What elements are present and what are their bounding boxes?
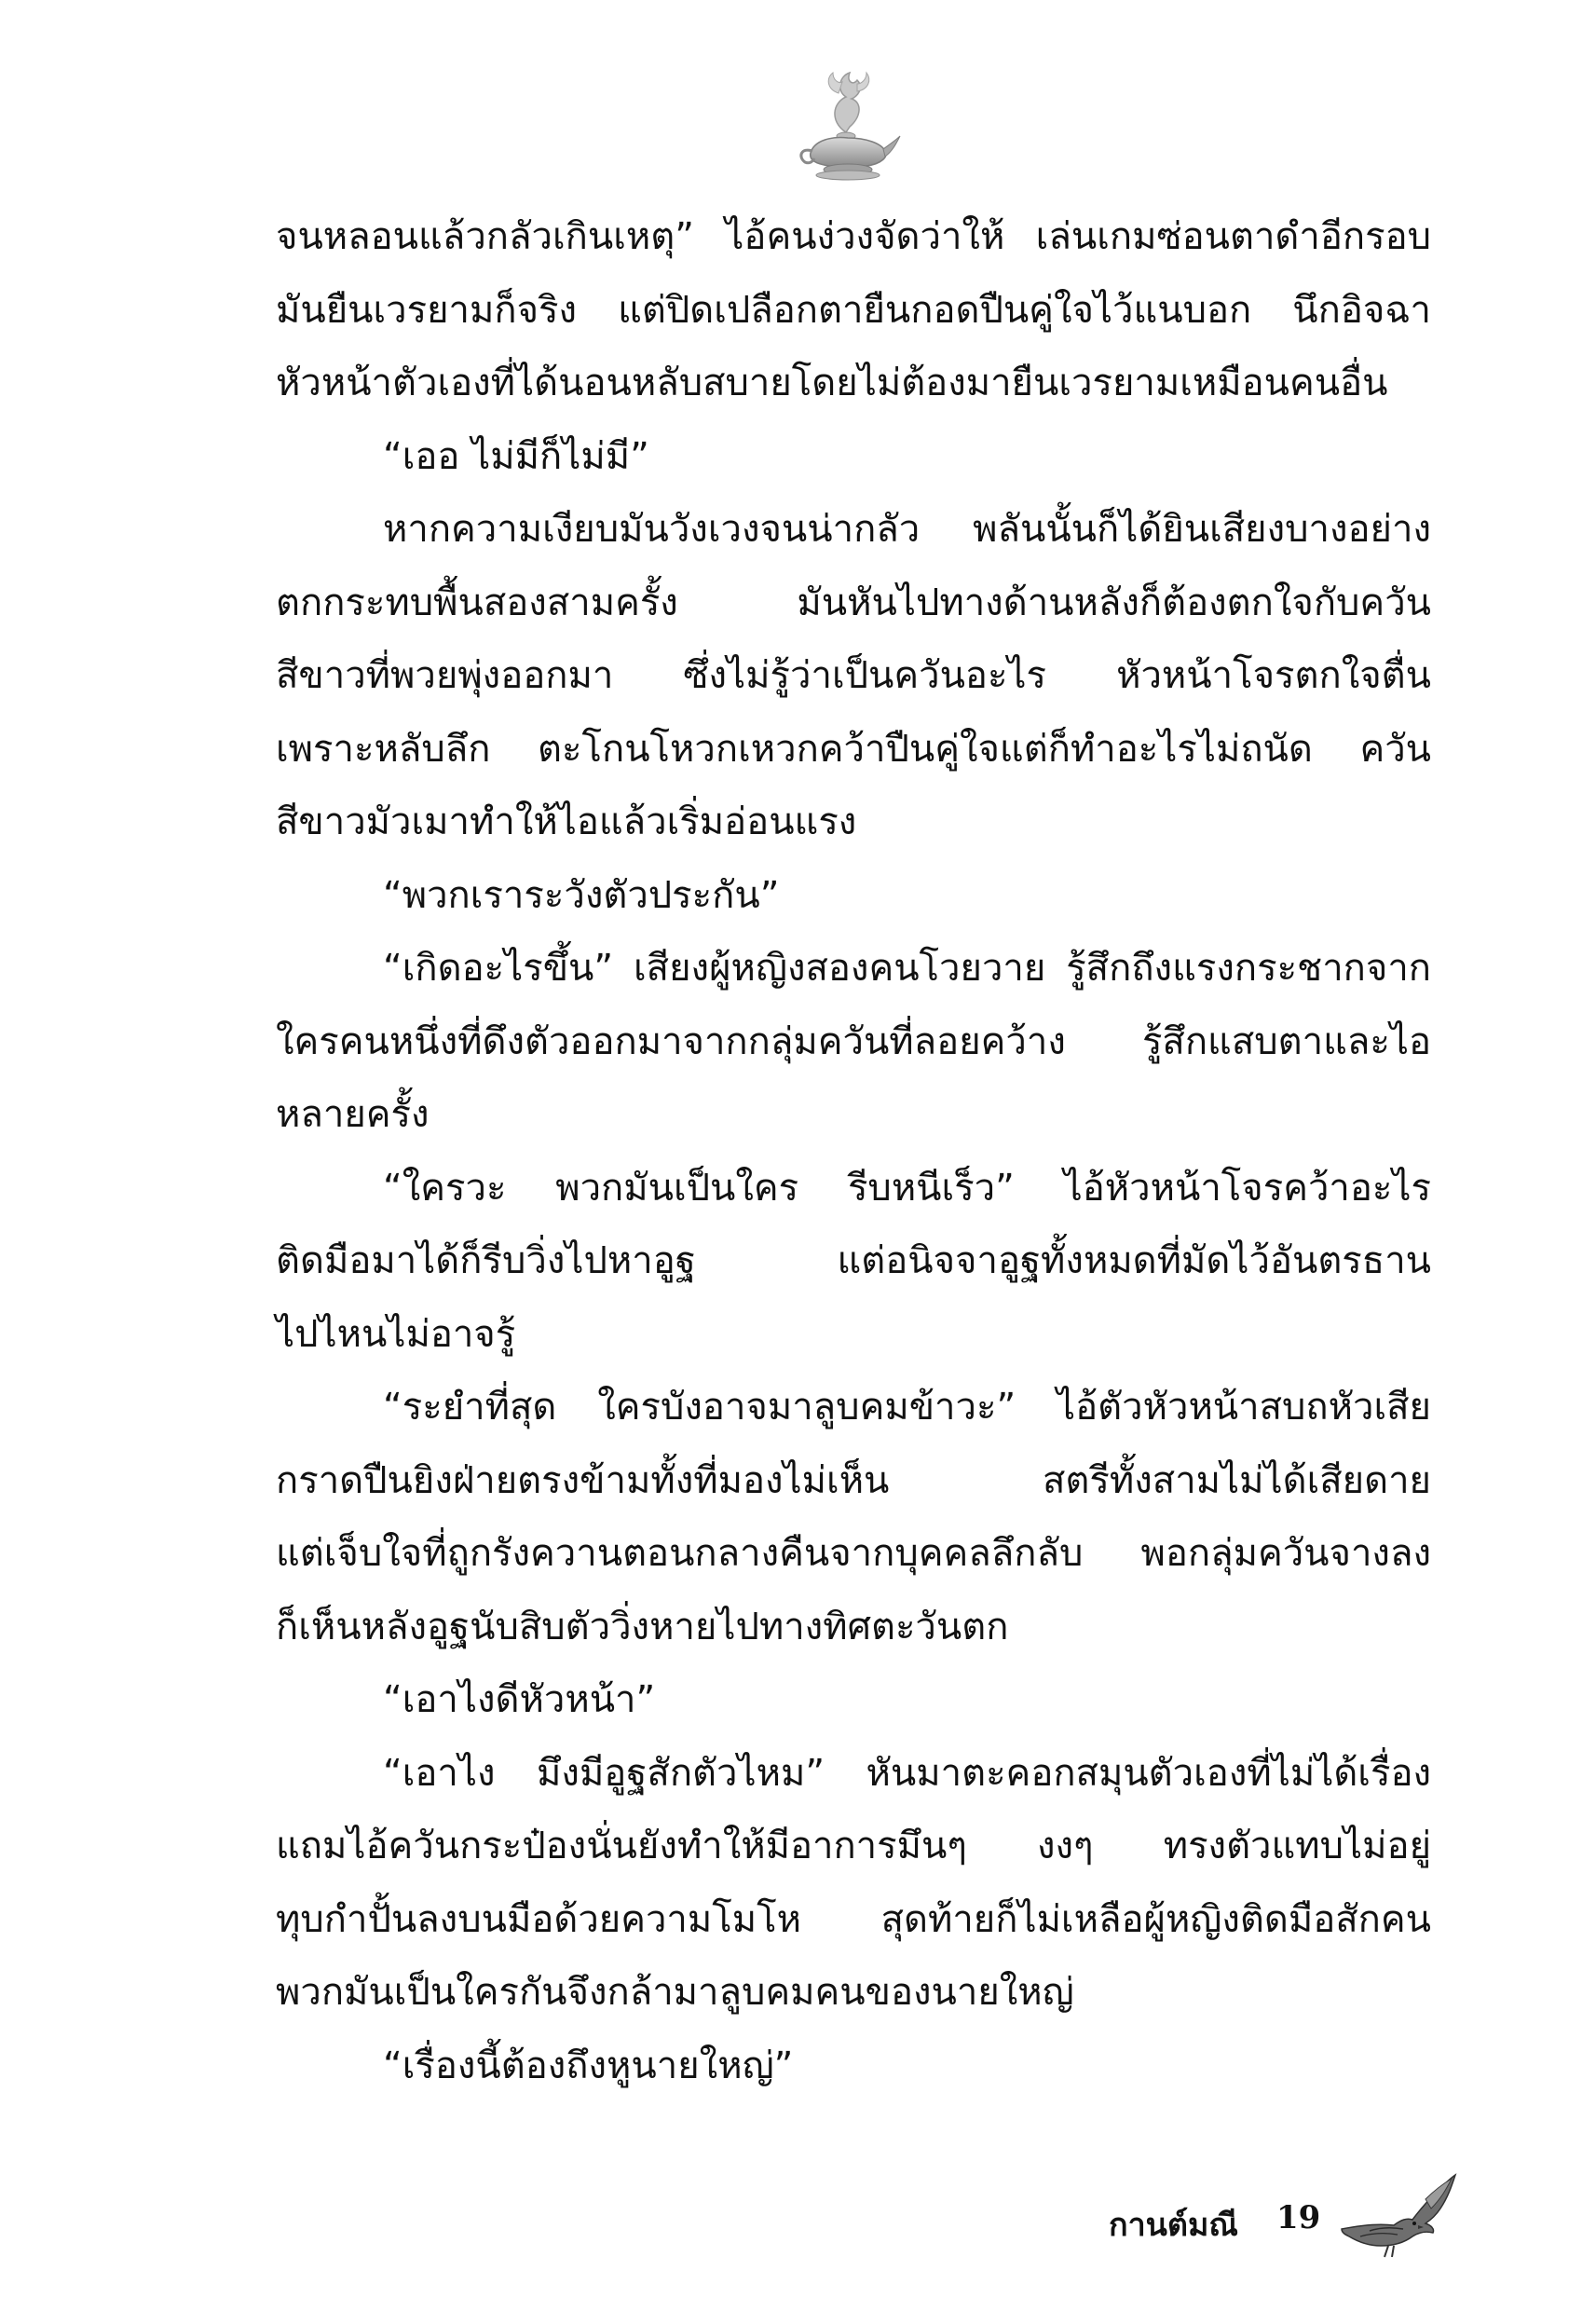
text-line: สีขาวที่พวยพุ่งออกมา ซึ่งไม่รู้ว่าเป็นควันอะไร หัวหน้าโจรตกใจตื่น (276, 654, 1431, 697)
text-line: “ใครวะ พวกมันเป็นใคร รีบหนีเร็ว” ไอ้หัวหน้าโจรคว้าอะไร (383, 1166, 1431, 1210)
text-line: หากความเงียบมันวังเวงจนน่ากลัว พลันนั้นก็ได้ยินเสียงบางอย่าง (383, 508, 1431, 551)
text-line: “เอาไง มึงมีอูฐสักตัวไหม” หันมาตะคอกสมุนตัวเองที่ไม่ได้เรื่อง (383, 1751, 1431, 1795)
text-line: หลายครั้ง (276, 1093, 430, 1136)
text-line: พวกมันเป็นใครกันจึงกล้ามาลูบคมคนของนายใหญ่ (276, 1971, 1074, 2014)
page-number: 19 (1276, 2199, 1321, 2236)
text-line: ไปไหนไม่อาจรู้ (276, 1312, 516, 1356)
eagle-icon (1332, 2171, 1463, 2264)
text-line: ตกกระทบพื้นสองสามครั้ง มันหันไปทางด้านหลังก็ต้องตกใจกับควัน (276, 581, 1431, 624)
text-line: แต่เจ็บใจที่ถูกรังควานตอนกลางคืนจากบุคคลลึกลับ พอกลุ่มควันจางลง (276, 1532, 1431, 1575)
text-line: หัวหน้าตัวเองที่ได้นอนหลับสบายโดยไม่ต้องมายืนเวรยามเหมือนคนอื่น (276, 362, 1388, 404)
text-line: ทุบกำปั้นลงบนมือด้วยความโมโห สุดท้ายก็ไม่เหลือผู้หญิงติดมือสักคน (276, 1897, 1431, 1941)
genie-lamp-icon (792, 65, 904, 186)
text-line: เพราะหลับลึก ตะโกนโหวกเหวกคว้าปืนคู่ใจแต่ก็ทำอะไรไม่ถนัด ควัน (276, 727, 1431, 771)
text-line: แถมไอ้ควันกระป๋องนั่นยังทำให้มีอาการมึนๆ งงๆ ทรงตัวแทบไม่อยู่ (276, 1825, 1431, 1867)
text-line: “ระยำที่สุด ใครบังอาจมาลูบคมข้าวะ” ไอ้ตัวหัวหน้าสบถหัวเสีย (383, 1386, 1431, 1429)
text-line: “พวกเราระวังตัวประกัน” (383, 873, 780, 917)
text-line: จนหลอนแล้วกลัวเกินเหตุ” ไอ้คนง่วงจัดว่าให้ เล่นเกมซ่อนตาดำอีกรอบ (276, 215, 1431, 258)
text-line: สีขาวมัวเมาทำให้ไอแล้วเริ่มอ่อนแรง (276, 800, 857, 843)
text-line: กราดปืนยิงฝ่ายตรงข้ามทั้งที่มองไม่เห็น สตรีทั้งสามไม่ได้เสียดาย (276, 1458, 1431, 1502)
page-footer (1109, 2171, 1463, 2274)
text-line: “เกิดอะไรขึ้น” เสียงผู้หญิงสองคนโวยวาย รู้สึกถึงแรงกระชากจาก (383, 947, 1431, 990)
text-line: ก็เห็นหลังอูฐนับสิบตัววิ่งหายไปทางทิศตะวันตก (276, 1605, 1009, 1648)
book-title: กานต์มณี (1109, 2207, 1238, 2244)
text-line: “เอาไงดีหัวหน้า” (383, 1678, 656, 1721)
text-line: ใครคนหนึ่งที่ดึงตัวออกมาจากกลุ่มควันที่ลอยคว้าง รู้สึกแสบตาและไอ (276, 1019, 1431, 1063)
body-text (276, 200, 1431, 2102)
text-line: มันยืนเวรยามก็จริง แต่ปิดเปลือกตายืนกอดปืนคู่ใจไว้แนบอก นึกอิจฉา (276, 288, 1431, 332)
text-line: ติดมือมาได้ก็รีบวิ่งไปหาอูฐ แต่อนิจจาอูฐทั้งหมดที่มัดไว้อันตรธาน (276, 1239, 1431, 1282)
text-line: “เรื่องนี้ต้องถึงหูนายใหญ่” (383, 2044, 794, 2087)
text-line: “เออ ไม่มีก็ไม่มี” (383, 434, 649, 478)
